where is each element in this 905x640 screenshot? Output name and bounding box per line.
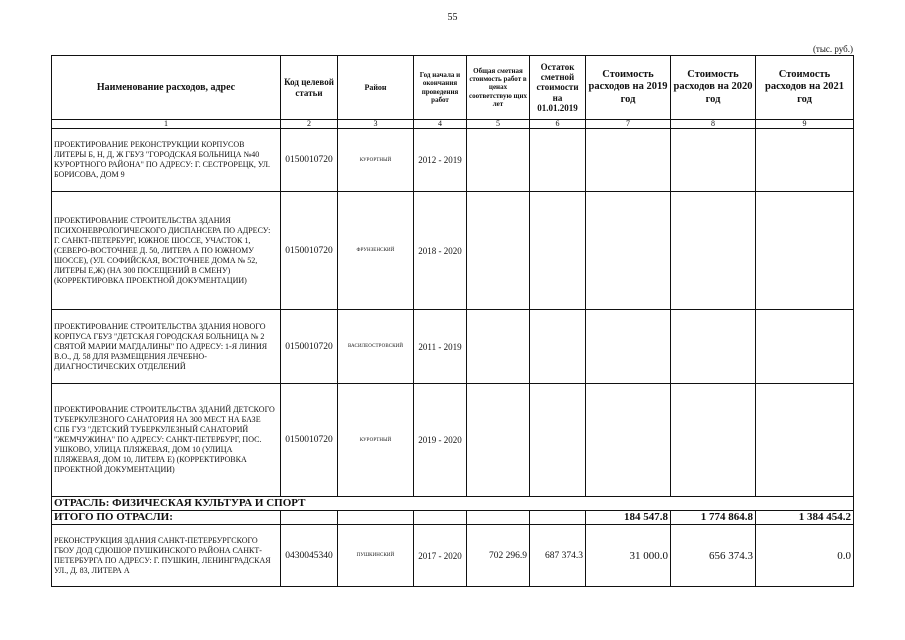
header-total-cost: Общая сметная стоимость работ в ценах соответствую щих лет (467, 56, 530, 120)
total-label: ИТОГО ПО ОТРАСЛИ: (52, 511, 281, 525)
empty-cell (467, 384, 530, 497)
empty-cell (467, 192, 530, 310)
table-row (52, 384, 854, 497)
row-name: ПРОЕКТИРОВАНИЕ РЕКОНСТРУКЦИИ КОРПУСОВ ЛИТЕРЫ Б, Н, Д, Ж ГБУЗ "ГОРОДСКАЯ БОЛЬНИЦА №40 КУРОРТНОГО РАЙОНА" ПО АДРЕСУ: Г. СЕСТРОРЕЦК, УЛ. БОРИСОВА, ДОМ 9 (52, 129, 281, 192)
column-number: 4 (414, 120, 467, 129)
row-code: 0430045340 (281, 525, 338, 587)
column-number: 1 (52, 120, 281, 129)
row-code: 0150010720 (281, 310, 338, 384)
header-remainder: Остаток сметной стоимости на 01.01.2019 (530, 56, 586, 120)
row-years: 2019 - 2020 (414, 384, 467, 497)
empty-cell (530, 192, 586, 310)
row-name: ПРОЕКТИРОВАНИЕ СТРОИТЕЛЬСТВА ЗДАНИЯ НОВОГО КОРПУСА ГБУЗ "ДЕТСКАЯ ГОРОДСКАЯ БОЛЬНИЦА № 2 СВЯТОЙ МАРИИ МАГДАЛИНЫ" ПО АДРЕСУ: 1-Я ЛИНИЯ В.О., Д. 58 ДЛЯ РАЗМЕЩЕНИЯ ЛЕЧЕБНО-ДИАГНОСТИЧЕСКИХ ОТДЕЛЕНИЙ (52, 310, 281, 384)
empty-cell (530, 310, 586, 384)
row-total-cost: 702 296.9 (467, 525, 530, 587)
empty-cell (671, 310, 756, 384)
row-years: 2017 - 2020 (414, 525, 467, 587)
empty-cell (586, 310, 671, 384)
column-number: 8 (671, 120, 756, 129)
row-district: ВАСИЛЕОСТРОВСКИЙ (338, 310, 414, 384)
row-district: ФРУНЗЕНСКИЙ (338, 192, 414, 310)
table-row (52, 192, 854, 310)
empty-cell (530, 384, 586, 497)
header-row (52, 56, 854, 120)
row-code: 0150010720 (281, 384, 338, 497)
section-row (52, 497, 854, 511)
total-2020: 1 774 864.8 (671, 511, 756, 525)
column-number: 5 (467, 120, 530, 129)
section-title: ОТРАСЛЬ: ФИЗИЧЕСКАЯ КУЛЬТУРА И СПОРТ (52, 497, 854, 511)
row-district: ПУШКИНСКИЙ (338, 525, 414, 587)
header-district: Район (338, 56, 414, 120)
empty-cell (414, 511, 467, 525)
empty-cell (586, 384, 671, 497)
page-number: 55 (447, 12, 458, 23)
column-number: 6 (530, 120, 586, 129)
header-cost-2020: Стоимость расходов на 2020 год (671, 56, 756, 120)
empty-cell (586, 129, 671, 192)
empty-cell (338, 511, 414, 525)
empty-cell (281, 511, 338, 525)
header-years: Год начала и окончания проведения работ (414, 56, 467, 120)
row-district: КУРОРТНЫЙ (338, 129, 414, 192)
row-cost-2021: 0.0 (756, 525, 854, 587)
empty-cell (467, 129, 530, 192)
row-code: 0150010720 (281, 192, 338, 310)
total-2019: 184 547.8 (586, 511, 671, 525)
empty-cell (756, 192, 854, 310)
row-name: ПРОЕКТИРОВАНИЕ СТРОИТЕЛЬСТВА ЗДАНИЙ ДЕТСКОГО ТУБЕРКУЛЕЗНОГО САНАТОРИЯ НА 300 МЕСТ НА БАЗЕ СПБ ГУЗ "ДЕТСКИЙ ТУБЕРКУЛЕЗНЫЙ САНАТОРИЙ "ЖЕМЧУЖИНА" ПО АДРЕСУ: САНКТ-ПЕТЕРБУРГ, ПОС. УШКОВО, УЛИЦА ПЛЯЖЕВАЯ, ДОМ 10 (УЛИЦА ПЛЯЖЕВАЯ, ДОМ 10, ЛИТЕРА Е) (КОРРЕКТИРОВКА ПРОЕКТНОЙ ДОКУМЕНТАЦИИ) (52, 384, 281, 497)
header-name: Наименование расходов, адрес (52, 56, 281, 120)
empty-cell (530, 129, 586, 192)
header-cost-2021: Стоимость расходов на 2021 год (756, 56, 854, 120)
row-years: 2011 - 2019 (414, 310, 467, 384)
row-years: 2018 - 2020 (414, 192, 467, 310)
expenditure-table (51, 55, 854, 587)
units-label: (тыс. руб.) (812, 44, 853, 54)
empty-cell (671, 384, 756, 497)
table-row (52, 129, 854, 192)
empty-cell (756, 384, 854, 497)
total-2021: 1 384 454.2 (756, 511, 854, 525)
header-code: Код целевой статьи (281, 56, 338, 120)
column-number: 2 (281, 120, 338, 129)
empty-cell (671, 192, 756, 310)
row-cost-2020: 656 374.3 (671, 525, 756, 587)
table-row (52, 310, 854, 384)
empty-cell (530, 511, 586, 525)
empty-cell (467, 310, 530, 384)
column-number: 9 (756, 120, 854, 129)
column-number: 7 (586, 120, 671, 129)
table-row (52, 525, 854, 587)
row-code: 0150010720 (281, 129, 338, 192)
column-number-row (52, 120, 854, 129)
empty-cell (756, 310, 854, 384)
empty-cell (756, 129, 854, 192)
column-number: 3 (338, 120, 414, 129)
row-name: ПРОЕКТИРОВАНИЕ СТРОИТЕЛЬСТВА ЗДАНИЯ ПСИХОНЕВРОЛОГИЧЕСКОГО ДИСПАНСЕРА ПО АДРЕСУ: Г. САНКТ-ПЕТЕРБУРГ, ЮЖНОЕ ШОССЕ, УЧАСТОК 1, (СЕВЕРО-ВОСТОЧНЕЕ Д. 50, ЛИТЕРА А ПО ЮЖНОМУ ШОССЕ), (УЛ. СОФИЙСКАЯ, ВОСТОЧНЕЕ ДОМА № 52, ЛИТЕРЫ Е,Ж) (НА 300 ПОСЕЩЕНИЙ В СМЕНУ) (КОРРЕКТИРОВКА ПРОЕКТНОЙ ДОКУМЕНТАЦИИ) (52, 192, 281, 310)
total-row (52, 511, 854, 525)
row-remainder: 687 374.3 (530, 525, 586, 587)
empty-cell (586, 192, 671, 310)
row-years: 2012 - 2019 (414, 129, 467, 192)
row-cost-2019: 31 000.0 (586, 525, 671, 587)
row-name: РЕКОНСТРУКЦИЯ ЗДАНИЯ САНКТ-ПЕТЕРБУРГСКОГО ГБОУ ДОД СДЮШОР ПУШКИНСКОГО РАЙОНА САНКТ-ПЕТЕРБУРГА ПО АДРЕСУ: Г. ПУШКИН, ЛЕНИНГРАДСКАЯ УЛ., Д. 83, ЛИТЕРА А (52, 525, 281, 587)
header-cost-2019: Стоимость расходов на 2019 год (586, 56, 671, 120)
row-district: КУРОРТНЫЙ (338, 384, 414, 497)
empty-cell (671, 129, 756, 192)
empty-cell (467, 511, 530, 525)
